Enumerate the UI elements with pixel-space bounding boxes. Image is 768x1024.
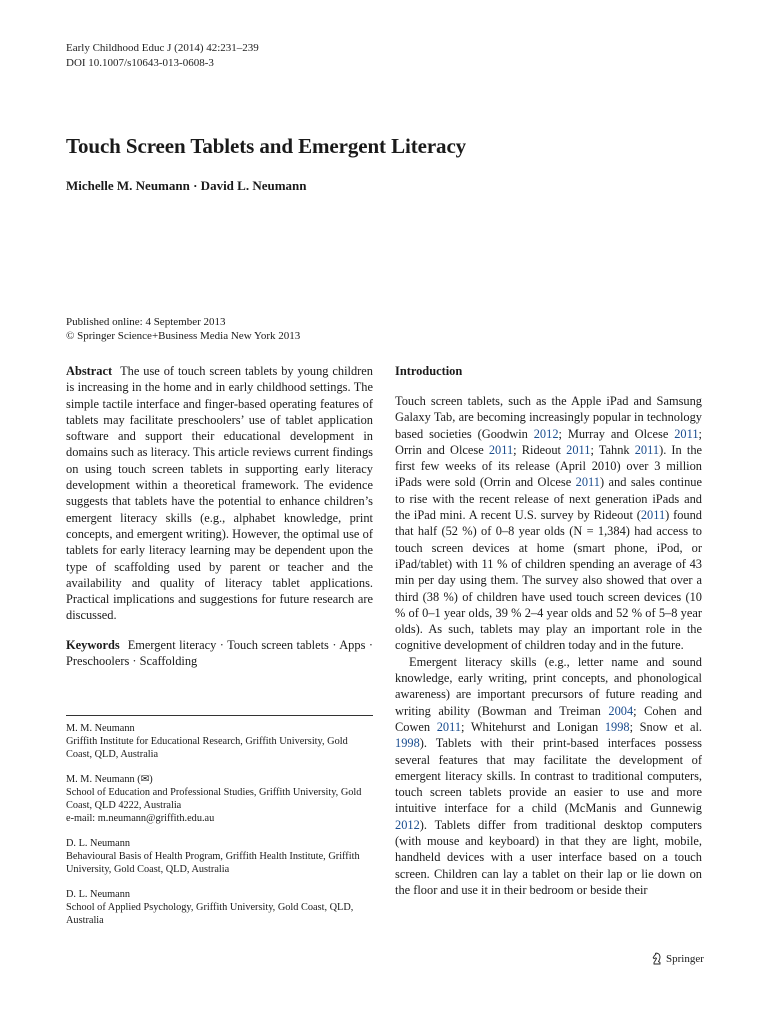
text-run: ). In the first few weeks of its release (April 2010) over 3 million iPads were sold (Orrin and Olcese: [395, 442, 703, 490]
text-run: ; Snow et al.: [629, 719, 702, 734]
citation-link[interactable]: 2011: [488, 442, 514, 457]
text-run: ; Tahnk: [590, 442, 635, 457]
abstract-heading: Abstract: [66, 364, 113, 378]
text-run: ) found that half (52 %) of 0–8 year olds (N = 1,384) had access to touch screen devices at home (smart phone, iPod, or iPad/tablet) with 11 % of children spending an average of 43 min per day using them. The survey also showed that over a third (38 %) of children have used touch screen devices (10 % of 0–1 year olds, 39 % 2–4 year olds and 52 % of 5–8 year olds). As such, tablets may play an important role in the cognitive development of children today and in the future.: [395, 508, 702, 653]
citation-link[interactable]: 2011: [436, 719, 462, 734]
text-run: ). Tablets with their print-based interfaces possess several features that may facilitate the development of emergent literacy skills. In contrast to traditional computers, touch screen tablets provide an easier to use and more intuitive interface for a child (McManis and Gunnewig: [395, 736, 702, 816]
journal-reference: Early Childhood Educ J (2014) 42:231–239: [66, 42, 259, 54]
publisher-name: Springer: [666, 952, 704, 965]
affiliation-text: School of Education and Professional Studies, Griffith University, Gold Coast, QLD 4222, Australia: [66, 787, 362, 811]
text-run: ) and sales continue to rise with the recent release of next generation iPads and the iPad mini. A recent U.S. survey by Rideout (: [395, 475, 703, 523]
authors: Michelle M. Neumann · David L. Neumann: [66, 178, 307, 193]
citation-link[interactable]: 2011: [566, 442, 591, 457]
affiliation-3: [66, 837, 373, 876]
citation-link[interactable]: 2012: [395, 817, 420, 832]
introduction-heading: Introduction: [395, 364, 463, 378]
affiliation-2: [66, 773, 373, 825]
keywords-text: Emergent literacy · Touch screen tablets · Apps · Preschoolers · Scaffolding: [66, 637, 373, 669]
affiliation-4: [66, 888, 373, 927]
keywords: [66, 637, 373, 670]
citation-link[interactable]: 2011: [575, 475, 600, 490]
affiliation-name: M. M. Neumann: [66, 723, 135, 734]
affiliation-1: [66, 722, 373, 761]
chess-knight-icon: [651, 952, 663, 965]
article-title: Touch Screen Tablets and Emergent Literacy: [66, 134, 467, 158]
right-column: [395, 363, 702, 898]
text-run: ; Cohen and Cowen: [395, 703, 702, 734]
citation-link[interactable]: 1998: [604, 719, 630, 734]
text-run: ). Tablets differ from traditional desktop computers (with mouse and keyboard) in that they are light, mobile, handheld devices with a user interface based on a touch screen. Children can lay a tablet on their lap or lie down on the floor and use it in their bedroom or beside their: [395, 817, 702, 897]
copyright-notice: © Springer Science+Business Media New York 2013: [66, 330, 301, 342]
affiliation-divider: [66, 715, 373, 716]
text-run: ; Rideout: [513, 442, 567, 457]
citation-link[interactable]: 2012: [533, 426, 559, 441]
text-run: ; Orrin and Olcese: [395, 426, 702, 457]
affiliation-text: School of Applied Psychology, Griffith University, Gold Coast, QLD, Australia: [66, 902, 354, 926]
published-date: Published online: 4 September 2013: [66, 316, 226, 328]
abstract-text: The use of touch screen tablets by young children is increasing in the home and in early childhood settings. The simple tactile interface and finger-based operating features of tablets may facilitate preschoolers’ use of tablet application software and support their educational development in domains such as literacy. This article reviews current findings on using touch screen tablets in supporting early literacy development within a theoretical framework. The evidence suggests that tablets have the potential to enhance children’s emergent literacy skills (e.g., alphabet knowledge, print concepts, and emergent writing). However, the optimal use of tablets for early literacy learning may be dependent upon the type of scaffolding used by parent or teacher and the availability and quality of literacy tablet applications. Practical implications and suggestions for future research are discussed.: [66, 364, 373, 623]
citation-link[interactable]: 2011: [634, 442, 660, 457]
intro-paragraph-2: [395, 654, 702, 898]
citation-link[interactable]: 2011: [674, 426, 699, 441]
affiliation-text: Behavioural Basis of Health Program, Griffith Health Institute, Griffith University, Gold Coast, QLD, Australia: [66, 851, 360, 875]
affiliation-name: D. L. Neumann: [66, 889, 131, 900]
abstract: [66, 363, 373, 624]
affiliation-name: D. L. Neumann: [66, 838, 131, 849]
doi[interactable]: DOI 10.1007/s10643-013-0608-3: [66, 57, 214, 69]
keywords-heading: Keywords: [66, 637, 120, 652]
text-run: ; Whitehurst and Lonigan: [461, 719, 605, 734]
text-run: Touch screen tablets, such as the Apple iPad and Samsung Galaxy Tab, are becoming increasingly popular in technology based societies (Goodwin: [395, 394, 702, 441]
intro-paragraph-1: [395, 393, 702, 654]
left-column: [66, 363, 373, 669]
text-run: Emergent literacy skills (e.g., letter name and sound knowledge, early writing, print concepts, and phonological awareness) are important precursors of future reading and writing ability (Bowman and Treiman: [395, 654, 702, 718]
publisher-logo: [651, 952, 704, 965]
text-run: ; Murray and Olcese: [558, 426, 675, 441]
citation-link[interactable]: 2004: [608, 703, 634, 718]
citation-link[interactable]: 2011: [640, 508, 666, 523]
affiliation-name: M. M. Neumann (✉): [66, 774, 153, 785]
affiliation-text: Griffith Institute for Educational Research, Griffith University, Gold Coast, QLD, Australia: [66, 736, 348, 760]
affiliation-email[interactable]: e-mail: m.neumann@griffith.edu.au: [66, 813, 215, 824]
citation-link[interactable]: 1998: [395, 736, 420, 751]
